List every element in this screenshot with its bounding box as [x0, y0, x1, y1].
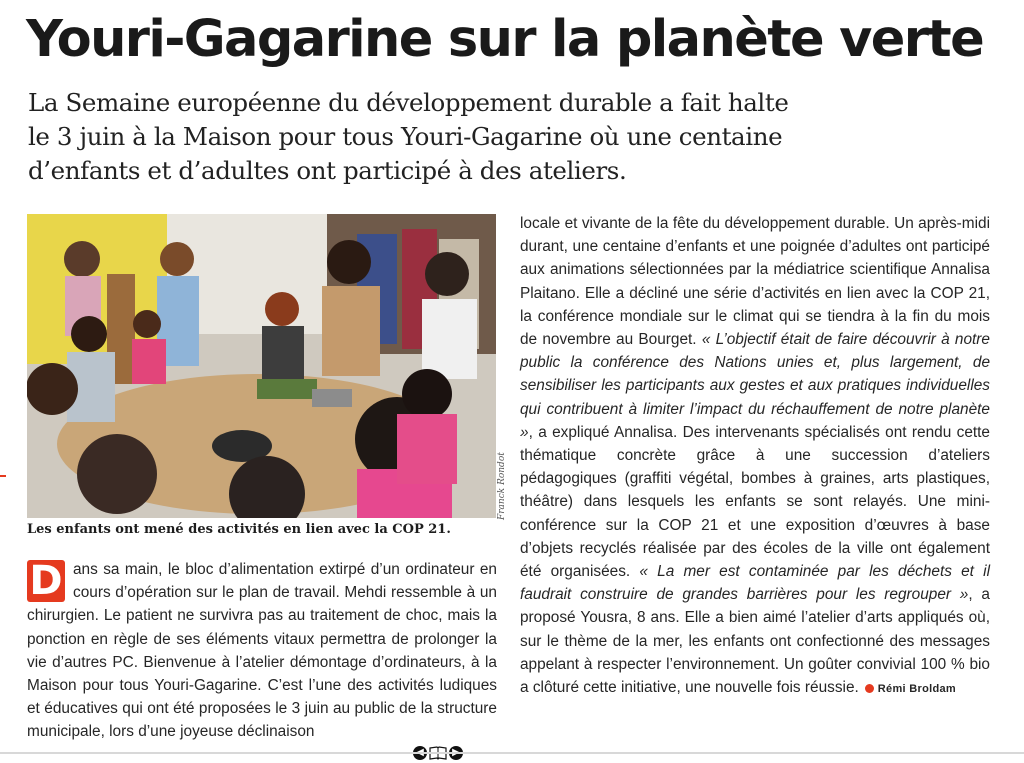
- quote-annalisa: « L’objectif était de faire découvrir à notre public la conférence des Nations unies et, plus largement, de sensibiliser les participants aux gestes et aux pratiques individuelles qui contribuent à limiter l’impact du réchauffement de notre planète »: [520, 331, 990, 441]
- body-text: , a proposé Yousra, 8 ans. Elle a bien aimé l’atelier d’arts appliqués où, sur le thème de la mer, les enfants ont confectionné des messages appelant à respecter l’environnement. Un goûter convivial 100 % bio a clôturé cette initiative, une nouvelle fois réussie.: [520, 586, 990, 697]
- headline: Youri-Gagarine sur la planète verte: [26, 10, 984, 69]
- standfirst-line: La Semaine européenne du développement durable a fait halte: [28, 88, 789, 117]
- byline: Rémi Broldam: [877, 683, 956, 696]
- quote-yousra: « La mer est contaminée par les déchets et il faudrait construire de grandes barrières pour les regrouper »: [520, 563, 991, 604]
- body-text: locale et vivante de la fête du développement durable. Un après-midi durant, une centaine d’enfants et une poignée d’adultes ont participé aux animations sélectionnées par la médiatrice scientifique Annalisa Plaitano. Elle a décliné une série d’activités en lien avec la COP 21, la conférence mondiale sur le climat qui se tiendra à la fin du mois de novembre au Bourget.: [520, 215, 990, 349]
- standfirst-line: d’enfants et d’adultes ont participé à des ateliers.: [28, 156, 627, 185]
- edge-mark: [0, 475, 6, 477]
- photo-credit: Franck Rondot: [497, 452, 507, 520]
- photo-caption: Les enfants ont mené des activités en lien avec la COP 21.: [27, 522, 451, 537]
- standfirst: [28, 86, 928, 188]
- body-column-right: [520, 212, 990, 701]
- standfirst-line: le 3 juin à la Maison pour tous Youri-Gagarine où une centaine: [28, 122, 783, 151]
- body-paragraph: [27, 558, 497, 744]
- byline-bullet-icon: [865, 684, 874, 693]
- photo-illustration: [27, 214, 496, 518]
- body-paragraph: [520, 212, 990, 701]
- drop-cap: D: [27, 560, 65, 602]
- article-photo: [27, 214, 496, 518]
- body-text: , a expliqué Annalisa. Des intervenants spécialisés ont rendu cette thématique concrète grâce à une succession d’ateliers pédagogiques (graffiti végétal, bombes à graines, arts plastiques, théâtre) dans lesquels les enfants se sont relayés. Une mini-conférence sur la COP 21 et une exposition d’œuvres à base d’objets recyclés réalisée par des écoles de la ville ont également été organisées.: [520, 423, 990, 581]
- body-text: ans sa main, le bloc d’alimentation extirpé d’un ordinateur en cours d’opération sur le plan de travail. Mehdi ressemble à un chirurgien. Le patient ne survivra pas au traitement de choc, mais la ponction en règle de ses éléments vitaux permettra de prolonger la vie d’autres PC. Bienvenue à l’atelier démontage d’ordinateurs, à la Maison pour tous Youri-Gagarine. C’est l’une des activités ludiques et éducatives qui ont été proposées le 3 juin au public de la structure municipale, lors d’une joyeuse déclinaison: [27, 561, 497, 741]
- bottom-rule: [0, 752, 1024, 754]
- body-column-left: [27, 558, 497, 744]
